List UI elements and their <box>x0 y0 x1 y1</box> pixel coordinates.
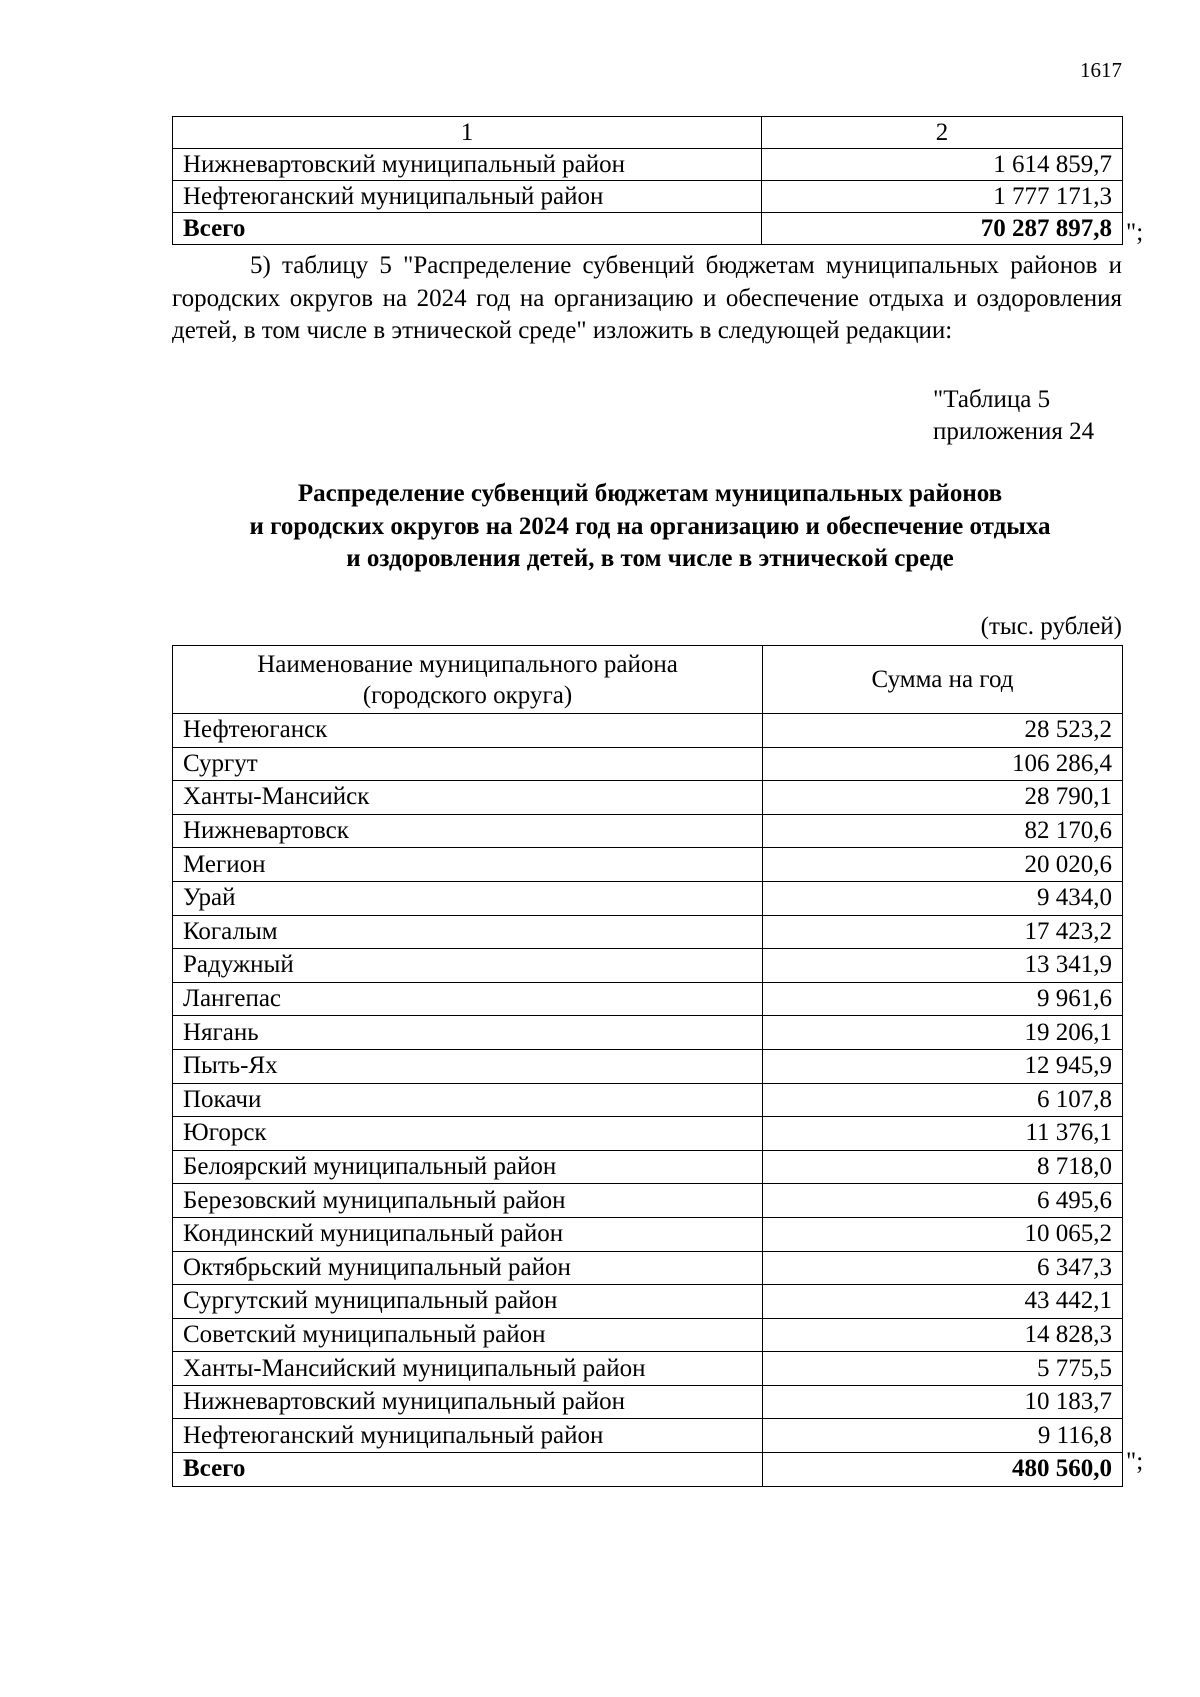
table-header-row <box>173 117 1123 149</box>
table-row <box>173 915 1123 949</box>
table-row <box>173 1150 1123 1184</box>
row-value: 1 777 171,3 <box>762 181 1123 213</box>
subvention-table <box>172 645 1123 1487</box>
row-value: 14 828,3 <box>763 1318 1123 1352</box>
units-label: (тыс. рублей) <box>980 613 1122 640</box>
row-value: 6 495,6 <box>763 1184 1123 1218</box>
row-value: 8 718,0 <box>763 1150 1123 1184</box>
table-row <box>173 1016 1123 1050</box>
previous-table <box>172 116 1123 245</box>
row-name: Сургутский муниципальный район <box>173 1285 763 1319</box>
row-name: Радужный <box>173 949 763 983</box>
total-value: 480 560,0 <box>763 1453 1123 1487</box>
row-value: 1 614 859,7 <box>762 149 1123 181</box>
table-row <box>173 181 1123 213</box>
row-value: 28 790,1 <box>763 781 1123 815</box>
table-row <box>173 1352 1123 1386</box>
table-caption <box>933 384 1094 448</box>
table-heading <box>120 478 1180 576</box>
row-value: 12 945,9 <box>763 1049 1123 1083</box>
row-value: 20 020,6 <box>763 848 1123 882</box>
row-value: 11 376,1 <box>763 1117 1123 1151</box>
table-row <box>173 781 1123 815</box>
table-row <box>173 149 1123 181</box>
closing-quote: "; <box>1126 219 1144 246</box>
table-row <box>173 982 1123 1016</box>
row-value: 10 065,2 <box>763 1217 1123 1251</box>
row-name: Березовский муниципальный район <box>173 1184 763 1218</box>
row-value: 82 170,6 <box>763 814 1123 848</box>
table-row <box>173 1419 1123 1453</box>
row-name: Октябрьский муниципальный район <box>173 1251 763 1285</box>
table-row <box>173 949 1123 983</box>
total-row <box>173 213 1123 245</box>
table-row <box>173 1184 1123 1218</box>
header-line: Наименование муниципального района <box>257 650 678 678</box>
row-name: Югорск <box>173 1117 763 1151</box>
total-row <box>173 1453 1123 1487</box>
total-value: 70 287 897,8 <box>762 213 1123 245</box>
header-name-column <box>173 646 763 714</box>
row-value: 17 423,2 <box>763 915 1123 949</box>
column-number-2: 2 <box>762 117 1123 149</box>
row-name: Нижневартовск <box>173 814 763 848</box>
row-value: 9 116,8 <box>763 1419 1123 1453</box>
row-name: Покачи <box>173 1083 763 1117</box>
header-amount-column: Сумма на год <box>763 646 1123 714</box>
closing-quote: "; <box>1126 1448 1144 1475</box>
table-row <box>173 747 1123 781</box>
row-value: 10 183,7 <box>763 1385 1123 1419</box>
row-name: Ханты-Мансийский муниципальный район <box>173 1352 763 1386</box>
row-name: Лангепас <box>173 982 763 1016</box>
amendment-paragraph: 5) таблицу 5 "Распределение субвенций бюджетам муниципальных районов и городских округов на 2024 год на организацию и обеспечение отдыха и оздоровления детей, в том числе в этнической среде" изложить в следующей редакции: <box>172 252 1122 344</box>
header-line: (городского округа) <box>362 681 573 709</box>
table-row <box>173 1049 1123 1083</box>
row-value: 13 341,9 <box>763 949 1123 983</box>
row-value: 9 434,0 <box>763 881 1123 915</box>
table-row <box>173 881 1123 915</box>
row-name: Когалым <box>173 915 763 949</box>
row-name: Пыть-Ях <box>173 1049 763 1083</box>
table-row <box>173 1385 1123 1419</box>
total-label: Всего <box>173 1453 763 1487</box>
row-name: Кондинский муниципальный район <box>173 1217 763 1251</box>
row-value: 43 442,1 <box>763 1285 1123 1319</box>
row-name: Белоярский муниципальный район <box>173 1150 763 1184</box>
table-caption-line: приложения 24 <box>933 418 1095 445</box>
row-name: Урай <box>173 881 763 915</box>
page-number: 1617 <box>1080 58 1122 82</box>
table-row <box>173 1117 1123 1151</box>
row-name: Нижневартовский муниципальный район <box>173 149 762 181</box>
table-caption-line: "Таблица 5 <box>933 386 1051 413</box>
table-row <box>173 1285 1123 1319</box>
row-name: Нижневартовский муниципальный район <box>173 1385 763 1419</box>
row-name: Сургут <box>173 747 763 781</box>
row-value: 5 775,5 <box>763 1352 1123 1386</box>
row-name: Нефтеюганский муниципальный район <box>173 1419 763 1453</box>
heading-line: Распределение субвенций бюджетам муниципальных районов <box>297 480 1003 507</box>
row-value: 106 286,4 <box>763 747 1123 781</box>
row-value: 9 961,6 <box>763 982 1123 1016</box>
row-value: 6 107,8 <box>763 1083 1123 1117</box>
table-row <box>173 1217 1123 1251</box>
row-name: Мегион <box>173 848 763 882</box>
heading-line: и оздоровления детей, в том числе в этнической среде <box>346 545 954 572</box>
table-row <box>173 848 1123 882</box>
row-name: Советский муниципальный район <box>173 1318 763 1352</box>
row-name: Нягань <box>173 1016 763 1050</box>
total-label: Всего <box>173 213 762 245</box>
row-value: 6 347,3 <box>763 1251 1123 1285</box>
table-header-row <box>173 646 1123 714</box>
table-row <box>173 1318 1123 1352</box>
row-name: Ханты-Мансийск <box>173 781 763 815</box>
column-number-1: 1 <box>173 117 762 149</box>
table-row <box>173 714 1123 748</box>
table-row <box>173 1251 1123 1285</box>
row-value: 28 523,2 <box>763 714 1123 748</box>
heading-line: и городских округов на 2024 год на организацию и обеспечение отдыха <box>249 512 1051 540</box>
row-value: 19 206,1 <box>763 1016 1123 1050</box>
row-name: Нефтеюганский муниципальный район <box>173 181 762 213</box>
table-row <box>173 814 1123 848</box>
table-row <box>173 1083 1123 1117</box>
row-name: Нефтеюганск <box>173 714 763 748</box>
